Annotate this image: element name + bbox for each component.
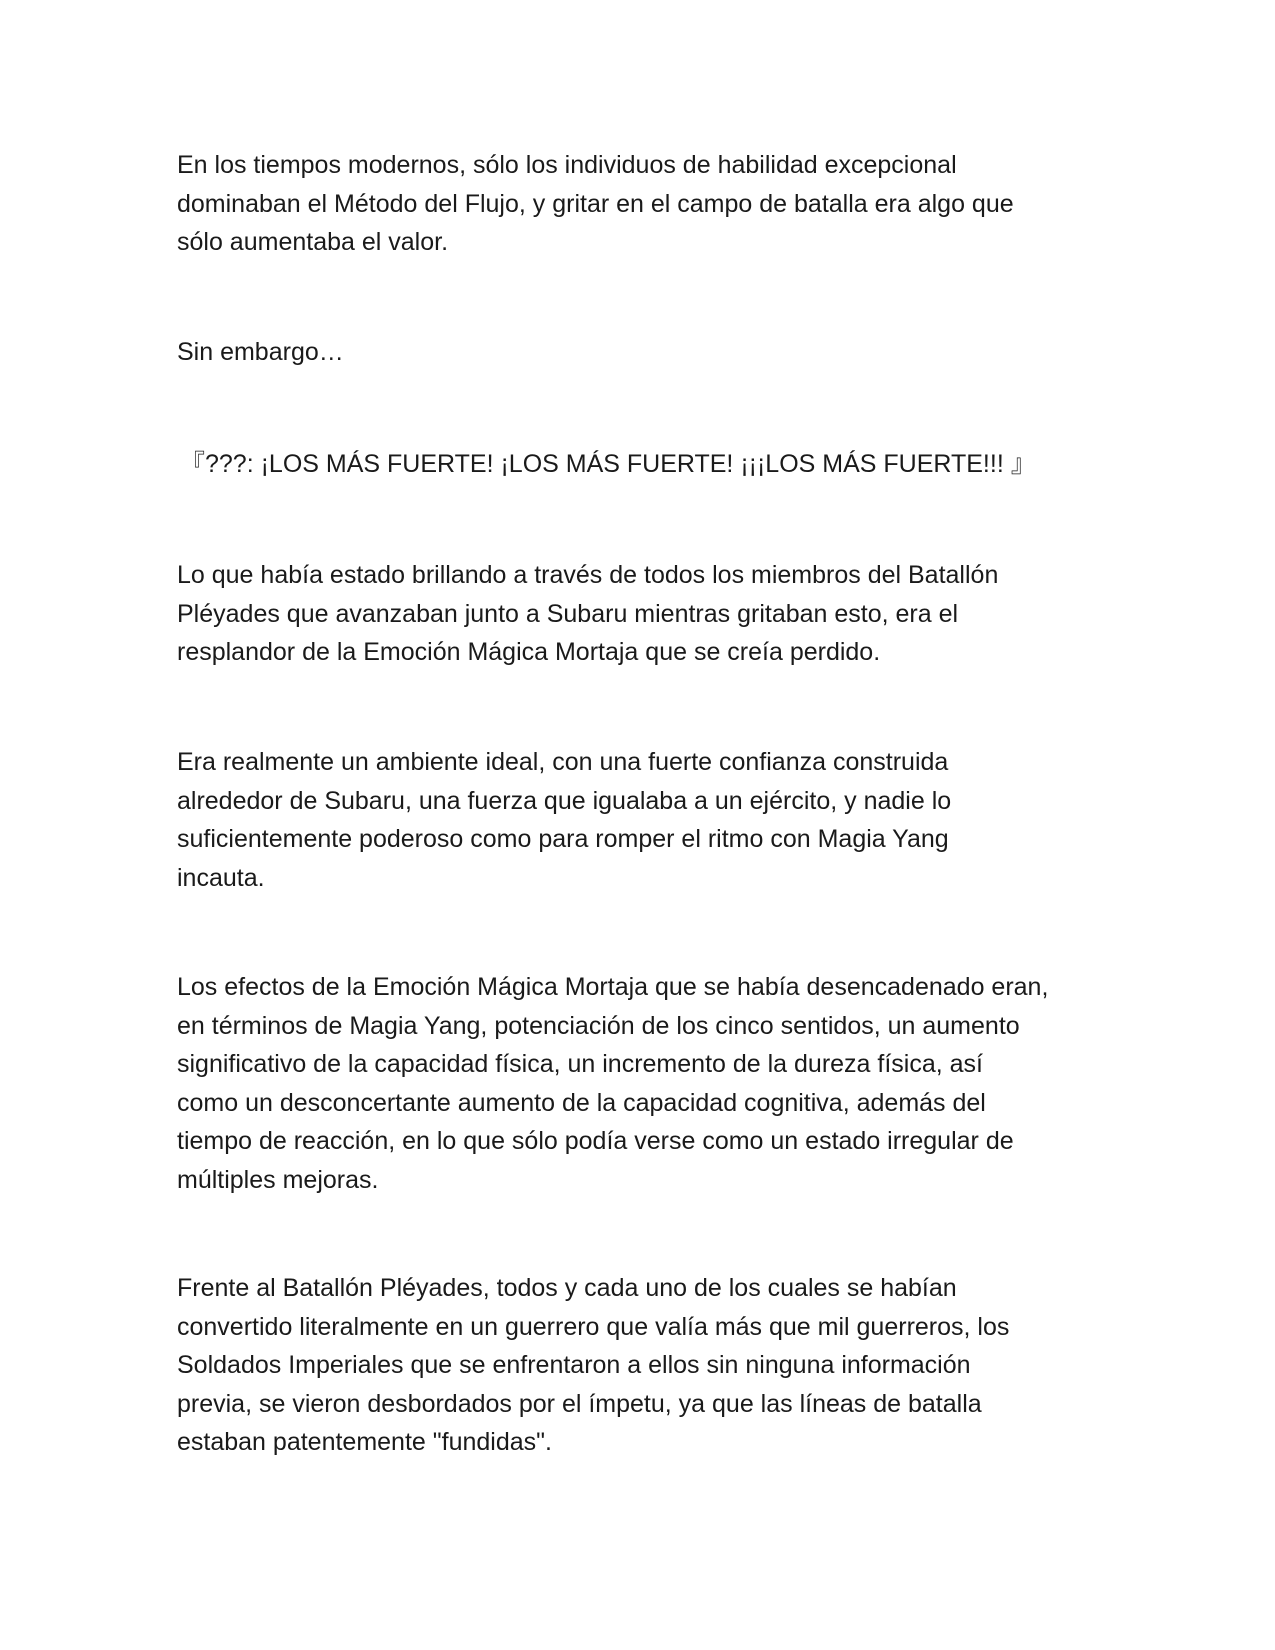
paragraph bbox=[177, 1269, 1117, 1462]
text-line: como un desconcertante aumento de la capacidad cognitiva, además del bbox=[177, 1088, 986, 1117]
text-line: alrededor de Subaru, una fuerza que igualaba a un ejército, y nadie lo bbox=[177, 786, 952, 815]
text-line: Los efectos de la Emoción Mágica Mortaja que se había desencadenado eran, bbox=[177, 973, 1049, 1001]
text-line: Lo que había estado brillando a través de todos los miembros del Batallón bbox=[177, 561, 999, 589]
text-line: Pléyades que avanzaban junto a Subaru mientras gritaban esto, era el bbox=[177, 599, 959, 628]
text-line: convertido literalmente en un guerrero que valía más que mil guerreros, los bbox=[177, 1312, 1010, 1341]
text-line: incauta. bbox=[177, 863, 265, 892]
text-line: sólo aumentaba el valor. bbox=[177, 228, 449, 256]
text-line: previa, se vieron desbordados por el ímpetu, ya que las líneas de batalla bbox=[177, 1389, 982, 1418]
paragraph bbox=[177, 743, 1117, 897]
text-line: En los tiempos modernos, sólo los individuos de habilidad excepcional bbox=[177, 151, 957, 179]
text-line: suficientemente poderoso como para romper el ritmo con Magia Yang bbox=[177, 825, 949, 853]
text-line: 『???: ¡LOS MÁS FUERTE! ¡LOS MÁS FUERTE! ¡¡¡LOS MÁS FUERTE!!! 』 bbox=[180, 450, 1036, 478]
text-line: dominaban el Método del Flujo, y gritar en el campo de batalla era algo que bbox=[177, 189, 1014, 218]
text-line: Soldados Imperiales que se enfrentaron a ellos sin ninguna información bbox=[177, 1351, 971, 1379]
text-line: en términos de Magia Yang, potenciación de los cinco sentidos, un aumento bbox=[177, 1011, 1020, 1040]
paragraph bbox=[177, 556, 1117, 672]
text-line: tiempo de reacción, en lo que sólo podía verse como un estado irregular de bbox=[177, 1127, 1014, 1155]
text-line: múltiples mejoras. bbox=[177, 1165, 379, 1194]
text-line: significativo de la capacidad física, un incremento de la dureza física, así bbox=[177, 1050, 983, 1078]
text-line: resplandor de la Emoción Mágica Mortaja que se creía perdido. bbox=[177, 638, 881, 666]
text-line: Sin embargo… bbox=[177, 338, 344, 366]
paragraph bbox=[177, 333, 1117, 372]
text-line: Era realmente un ambiente ideal, con una fuerte confianza construida bbox=[177, 748, 949, 776]
paragraph bbox=[177, 968, 1117, 1199]
text-line: Frente al Batallón Pléyades, todos y cada uno de los cuales se habían bbox=[177, 1274, 957, 1302]
dialogue-line bbox=[180, 445, 1120, 484]
text-line: estaban patentemente "fundidas". bbox=[177, 1428, 552, 1456]
paragraph bbox=[177, 146, 1117, 262]
